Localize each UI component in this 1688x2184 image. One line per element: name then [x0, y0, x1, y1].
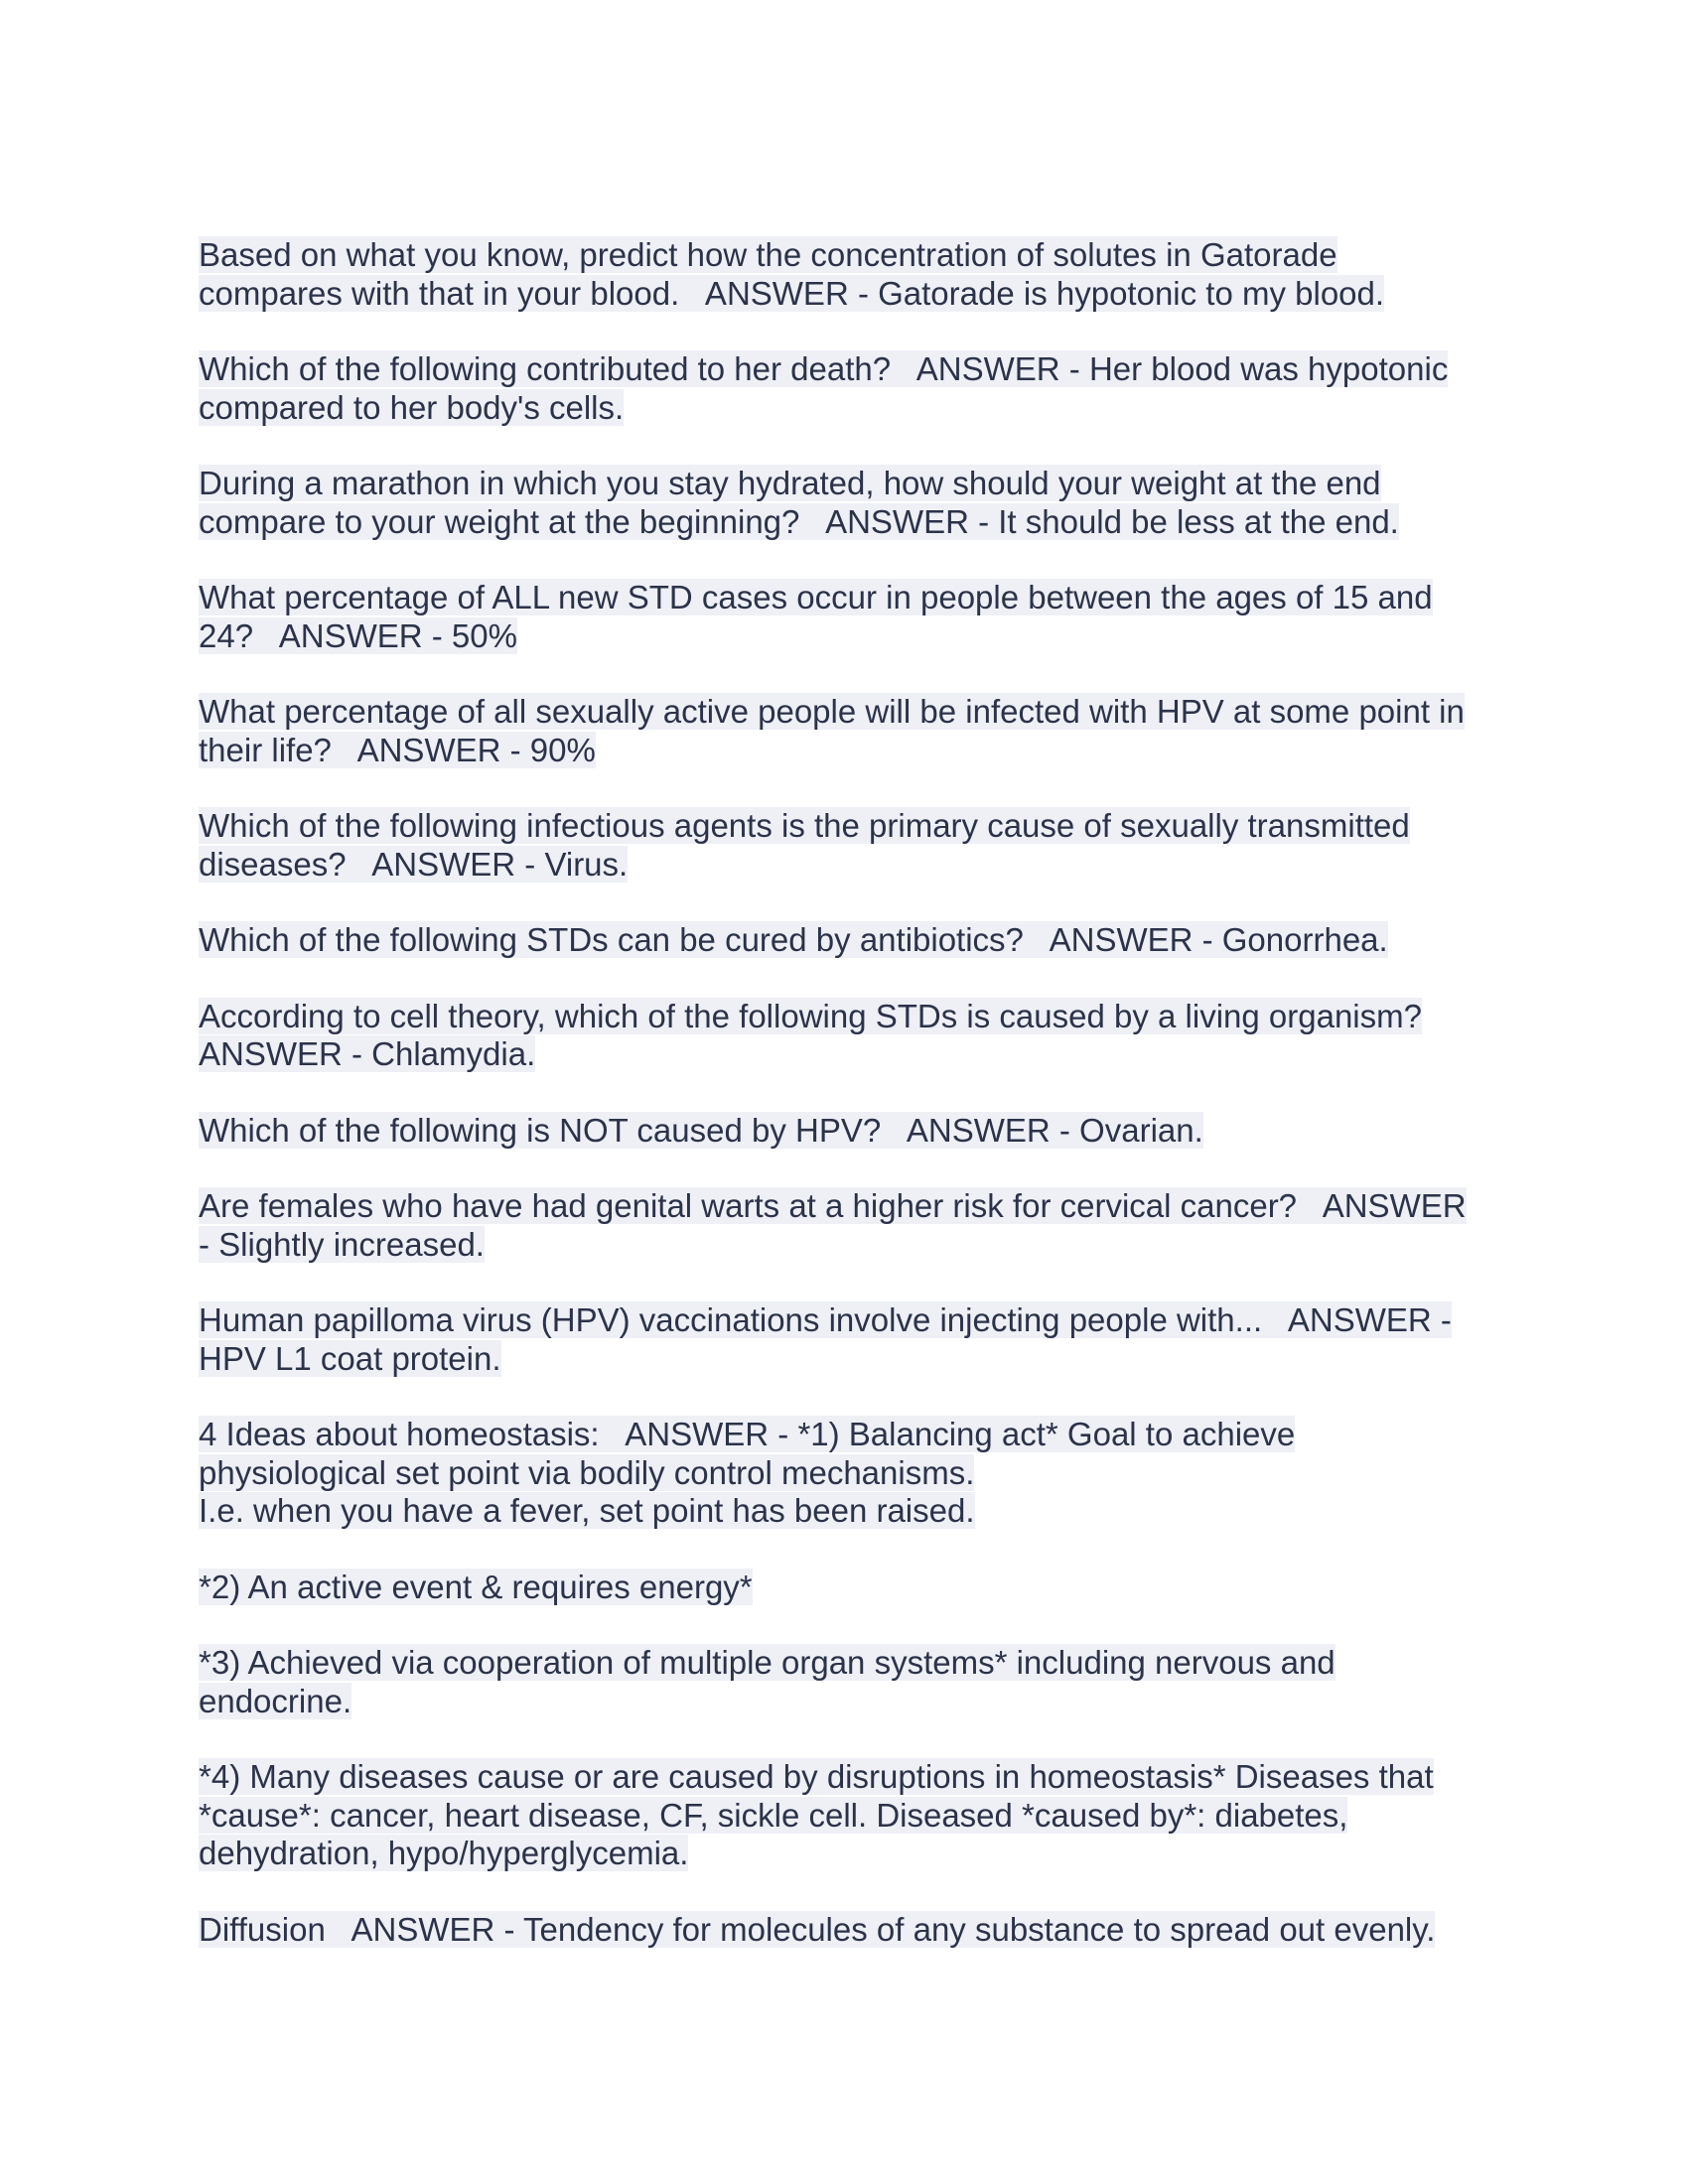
text-line: - Slightly increased. [199, 1225, 485, 1263]
qa-entry-gatorade [199, 236, 1489, 313]
text-line: *4) Many diseases cause or are caused by disruptions in homeostasis* Diseases that [199, 1758, 1434, 1795]
text-line: Based on what you know, predict how the concentration of solutes in Gatorade [199, 236, 1337, 273]
qa-entry-marathon [199, 465, 1489, 541]
text-line: *cause*: cancer, heart disease, CF, sickle cell. Diseased *caused by*: diabetes, [199, 1796, 1348, 1834]
text-line: compares with that in your blood. ANSWER - Gatorade is hypotonic to my blood. [199, 274, 1385, 312]
text-line: What percentage of ALL new STD cases occur in people between the ages of 15 and [199, 579, 1433, 615]
text-line: dehydration, hypo/hyperglycemia. [199, 1835, 689, 1871]
text-line: Which of the following infectious agents is the primary cause of sexually transmitted [199, 807, 1410, 844]
qa-entry-homeostasis [199, 1416, 1489, 1531]
text-line: 24? ANSWER - 50% [199, 616, 517, 654]
document-body [199, 236, 1489, 1986]
qa-entry-hpv-vaccine [199, 1301, 1489, 1378]
text-line: ANSWER - Chlamydia. [199, 1035, 536, 1072]
text-line: *3) Achieved via cooperation of multiple organ systems* including nervous and [199, 1644, 1336, 1681]
qa-entry-cell-theory [199, 998, 1489, 1074]
text-line: *2) An active event & requires energy* [199, 1568, 753, 1605]
text-line: endocrine. [199, 1682, 352, 1719]
qa-entry-infectious-agents [199, 807, 1489, 884]
text-line: Which of the following contributed to her death? ANSWER - Her blood was hypotonic [199, 350, 1449, 387]
qa-entry-antibiotics [199, 921, 1489, 960]
qa-entry-death [199, 350, 1489, 427]
text-line: diseases? ANSWER - Virus. [199, 845, 629, 883]
text-line: physiological set point via bodily control mechanisms. [199, 1453, 975, 1491]
text-line: During a marathon in which you stay hydrated, how should your weight at the end [199, 465, 1381, 501]
text-line: Which of the following STDs can be cured by antibiotics? ANSWER - Gonorrhea. [199, 921, 1388, 958]
qa-entry-homeostasis-4 [199, 1758, 1489, 1873]
text-line: Are females who have had genital warts at a higher risk for cervical cancer? ANSWER [199, 1187, 1467, 1224]
text-line: their life? ANSWER - 90% [199, 731, 596, 768]
text-line: 4 Ideas about homeostasis: ANSWER - *1) Balancing act* Goal to achieve [199, 1416, 1296, 1452]
qa-entry-homeostasis-2 [199, 1569, 1489, 1607]
text-line: What percentage of all sexually active people will be infected with HPV at some point in [199, 693, 1465, 730]
text-line: Which of the following is NOT caused by HPV? ANSWER - Ovarian. [199, 1111, 1203, 1149]
text-line: According to cell theory, which of the following STDs is caused by a living organism? [199, 997, 1422, 1034]
text-line: Diffusion ANSWER - Tendency for molecules of any substance to spread out evenly. [199, 1910, 1436, 1948]
qa-entry-not-hpv [199, 1112, 1489, 1151]
qa-entry-genital-warts [199, 1187, 1489, 1264]
qa-entry-diffusion [199, 1911, 1489, 1950]
text-line: Human papilloma virus (HPV) vaccinations involve injecting people with... ANSWER - [199, 1301, 1452, 1338]
text-line: compare to your weight at the beginning? ANSWER - It should be less at the end. [199, 502, 1399, 540]
qa-entry-hpv-percentage [199, 693, 1489, 769]
text-line: compared to her body's cells. [199, 388, 625, 426]
text-line: HPV L1 coat protein. [199, 1339, 501, 1377]
text-line: I.e. when you have a fever, set point has been raised. [199, 1492, 975, 1529]
qa-entry-std-percentage [199, 579, 1489, 655]
qa-entry-homeostasis-3 [199, 1644, 1489, 1720]
